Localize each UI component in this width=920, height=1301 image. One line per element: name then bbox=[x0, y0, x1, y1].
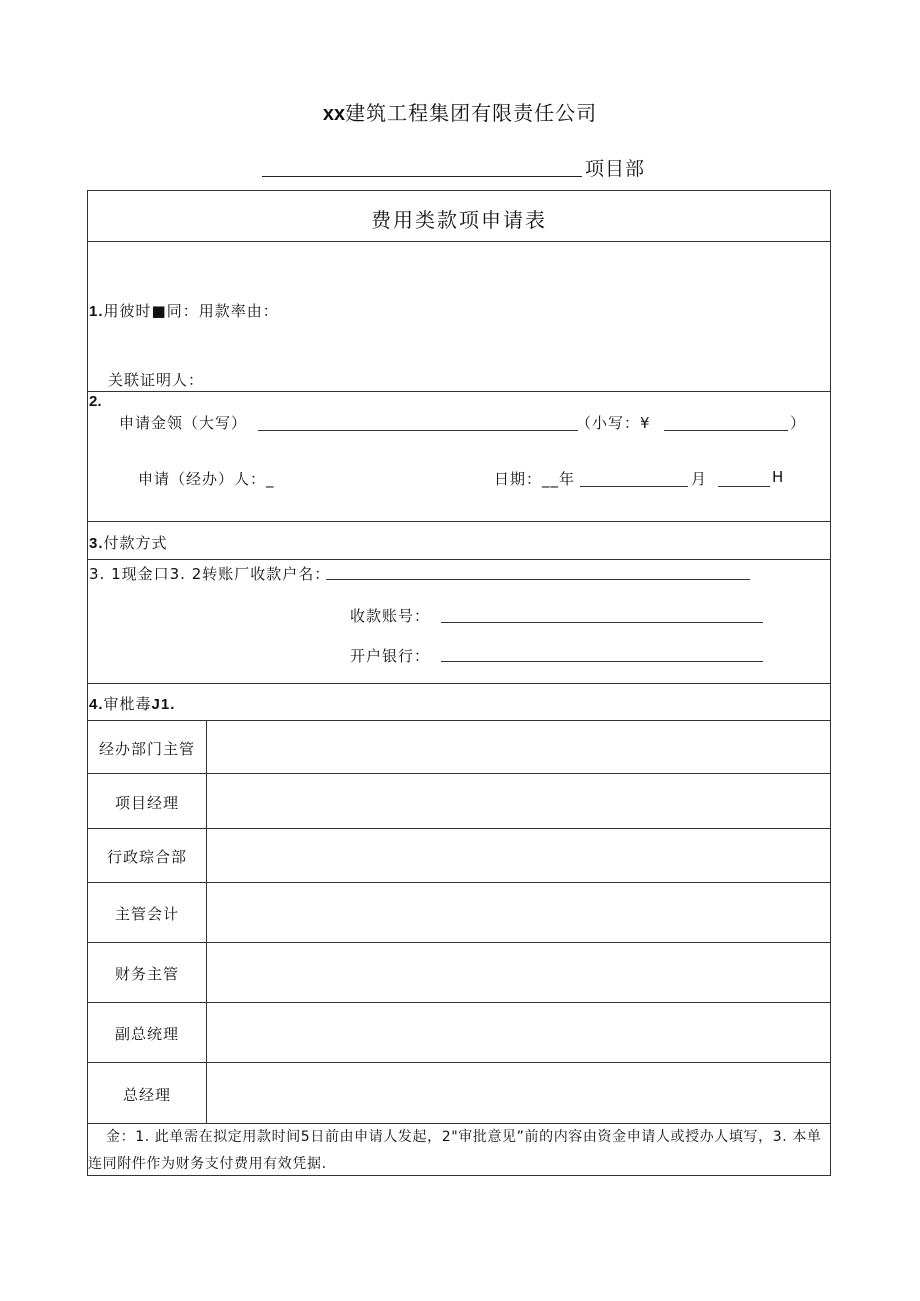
bank-field[interactable] bbox=[441, 661, 763, 662]
form-note: 金：1. 此单需在拟定用款时间5日前由申请人发起，2"审批意见”前的内容由资金申请人或授办人填写，3. 本单连同附件作为财务支付费用有效凭据. bbox=[88, 1129, 822, 1172]
bank-label: 开户银行： bbox=[350, 647, 431, 665]
section3-title bbox=[89, 532, 168, 553]
approval-signature-cell[interactable] bbox=[207, 829, 830, 882]
amount-lower-label: （小写：¥ bbox=[576, 414, 651, 432]
approver-label: 项目经理 bbox=[114, 794, 179, 812]
section2-number: 2. bbox=[89, 393, 102, 410]
applicant-label: 申请（经办）人：_ bbox=[138, 470, 275, 488]
approval-signature-cell[interactable] bbox=[207, 1003, 830, 1062]
section1-number: 1. bbox=[89, 303, 104, 320]
dept-name-blank[interactable] bbox=[262, 176, 582, 177]
section1-text: 用彼时■同：用款率由： bbox=[103, 302, 279, 320]
day-label: H bbox=[772, 468, 785, 486]
form-title: 费用类款项申请表 bbox=[371, 208, 547, 232]
approver-label: 行政琮合部 bbox=[106, 848, 187, 866]
approval-signature-cell[interactable] bbox=[207, 943, 830, 1002]
company-name bbox=[0, 97, 920, 126]
dept-suffix: 项目部 bbox=[585, 158, 646, 180]
month-label: 月 bbox=[691, 470, 708, 488]
amount-upper-label: 申请金领（大写） bbox=[119, 414, 248, 432]
amount-upper-field[interactable] bbox=[258, 430, 578, 431]
account-label: 收款账号： bbox=[350, 607, 431, 625]
section3-title-text: 付款方式 bbox=[103, 534, 168, 552]
amount-lower-close: ） bbox=[790, 414, 807, 432]
divider bbox=[87, 683, 831, 684]
day-field[interactable] bbox=[718, 486, 770, 487]
approver-label: 副总统理 bbox=[114, 1025, 179, 1043]
month-field[interactable] bbox=[580, 486, 688, 487]
approver-label: 主管会计 bbox=[114, 905, 179, 923]
approval-signature-cell[interactable] bbox=[207, 883, 830, 942]
divider bbox=[87, 521, 831, 522]
approver-label: 总经理 bbox=[122, 1086, 171, 1104]
date-label: 日期：__年 bbox=[494, 470, 576, 488]
section3-number: 3. bbox=[89, 535, 104, 552]
company-name-text: 建筑工程集团有限责任公司 bbox=[345, 101, 598, 125]
section4-number: 4. bbox=[89, 696, 104, 713]
related-label: 关联证明人： bbox=[108, 371, 205, 389]
account-field[interactable] bbox=[441, 622, 763, 623]
approver-label: 财务主管 bbox=[114, 965, 179, 983]
section4-title bbox=[89, 693, 175, 714]
section4-title-suffix: J1. bbox=[151, 696, 176, 713]
company-prefix: xx bbox=[322, 103, 346, 125]
approval-signature-cell[interactable] bbox=[207, 774, 830, 828]
amount-lower-field[interactable] bbox=[664, 430, 788, 431]
section1-purpose bbox=[89, 300, 279, 321]
approval-signature-cell[interactable] bbox=[207, 721, 830, 773]
approver-label: 经办部门主管 bbox=[98, 740, 195, 758]
divider bbox=[87, 241, 831, 242]
divider bbox=[87, 391, 831, 392]
approval-signature-cell[interactable] bbox=[207, 1063, 830, 1123]
payment-method-text: 3. 1现金口3. 2转账厂收款户名： bbox=[89, 565, 331, 583]
payee-name-field[interactable] bbox=[326, 579, 750, 580]
section4-title-text: 审枇毒 bbox=[103, 695, 152, 713]
divider bbox=[87, 559, 831, 560]
